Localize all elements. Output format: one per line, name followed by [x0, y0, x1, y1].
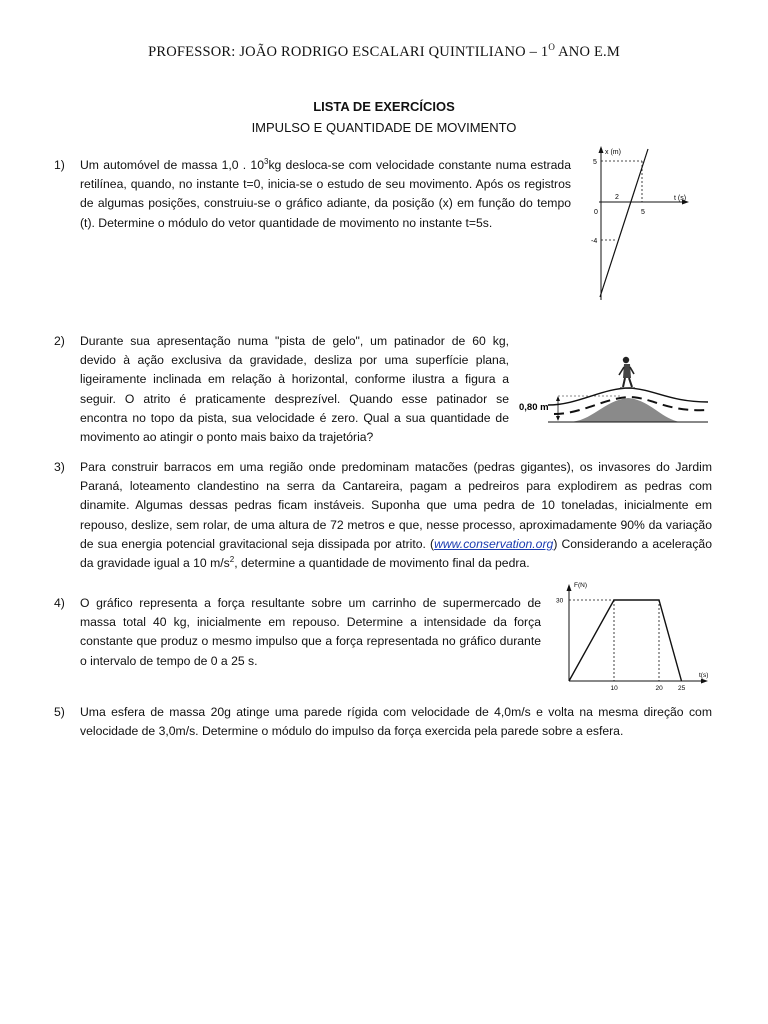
x-tick-label: 10 [610, 685, 618, 692]
question-1 [54, 156, 571, 233]
question-number: 5) [54, 705, 65, 719]
skater-icon [619, 357, 635, 388]
x-axis-label: t(s) [699, 672, 709, 679]
force-line [569, 600, 682, 681]
position-time-graph [585, 140, 705, 305]
y-axis-label: F(N) [574, 582, 587, 589]
question-5 [54, 703, 712, 741]
y-axis-arrow [567, 584, 572, 591]
y-axis-label: x (m) [605, 149, 621, 156]
origin-label: 0 [594, 209, 598, 216]
page-header [0, 42, 768, 61]
x-tick-label: 2 [615, 194, 619, 201]
question-number: 4) [54, 596, 65, 610]
question-text-part: , determine a quantidade de movimento final da pedra. [234, 556, 530, 571]
question-text-part: Para construir barracos em uma região onde predominam matacões (pedras gigantes), os invasores do Jardim Paraná, loteamento clandestino na serra da Cantareira, pagam a pedreiros para explodirem as pedras com dinamite. Algumas dessas pedras ficam instáveis. Suponha que uma pedra de 10 toneladas, inicialmente em repouso, deslize, sem rolar, de uma altura de 72 metros e que, nesse processo, aproximadamente 90% da variação de sua energia potencial gravitacional seja dissipada por atrito. ( [80, 460, 712, 551]
question-text [80, 156, 571, 233]
page-title: LISTA DE EXERCÍCIOS [313, 99, 455, 114]
source-link[interactable]: www.conservation.org [434, 536, 554, 551]
question-text: Uma esfera de massa 20g atinge uma parede rígida com velocidade de 4,0m/s e volta na mesma direção com velocidade de 3,0m/s. Determine o módulo do impulso da força exercida pela parede sobre a esfera. [80, 705, 712, 739]
header-text: PROFESSOR: JOÃO RODRIGO ESCALARI QUINTILIANO – 1 [148, 43, 549, 60]
x-axis-label: t (s) [674, 195, 687, 202]
x-tick-label: 5 [641, 209, 645, 216]
x-tick-label: 20 [655, 685, 663, 692]
question-4 [54, 594, 541, 671]
x-axis-arrow [701, 679, 708, 684]
force-time-chart [553, 578, 713, 693]
position-line [600, 149, 648, 297]
question-text: Durante sua apresentação numa "pista de gelo", um patinador de 60 kg, devido à ação exclusiva da gravidade, desliza por uma superfície plana, ligeiramente inclinada em relação à horizontal, conforme ilustra a figura a seguir. O atrito é praticamente desprezível. Quando esse patinador se encontra no topo da pista, sua velocidade é zero. Qual a sua quantidade de movimento ao atingir o ponto mais baixo da trajetória? [80, 334, 509, 445]
superscript: 2 [229, 554, 235, 564]
y-tick-label: 30 [556, 597, 564, 605]
hill-shape [568, 398, 680, 422]
question-2 [54, 332, 509, 447]
page-subtitle: IMPULSO E QUANTIDADE DE MOVIMENTO [251, 120, 517, 135]
question-number: 3) [54, 460, 65, 474]
question-number: 2) [54, 334, 65, 348]
y-tick-label: 5 [593, 159, 597, 166]
x-tick-label: 25 [678, 685, 686, 692]
question-text-part: kg desloca-se com velocidade constante numa estrada retilínea, quando, no instante t=0, inicia-se o estudo de seu movimento. Após os registros de algumas posições, construiu-se o gráfico adiante, da posição (x) em função do tempo (t). Determine o módulo do vetor quantidade de movimento no instante t=5s. [80, 158, 571, 230]
question-text-part: Um automóvel de massa 1,0 . 10 [80, 158, 264, 172]
question-text: O gráfico representa a força resultante sobre um carrinho de supermercado de massa total 40 kg, inicialmente em repouso. Determine a intensidade da força constante que produz o mesmo impulso que a força representada no gráfico durante o intervalo de tempo de 0 a 25 s. [80, 596, 541, 668]
question-3 [54, 458, 712, 573]
header-text-end: ANO E.M [555, 43, 620, 60]
question-text-part: ) Considerando a aceleração da gravidade igual a 10 m/s [80, 536, 712, 571]
height-arrow [556, 396, 560, 401]
question-number: 1) [54, 158, 65, 172]
skater-figure [520, 350, 712, 425]
question-text [80, 458, 712, 573]
height-label: 0,80 m [519, 402, 549, 413]
height-arrow [556, 416, 560, 421]
header-superscript: O [548, 42, 556, 52]
y-axis-arrow [599, 146, 604, 153]
superscript: 3 [263, 156, 269, 166]
y-tick-label: -4 [591, 238, 598, 245]
